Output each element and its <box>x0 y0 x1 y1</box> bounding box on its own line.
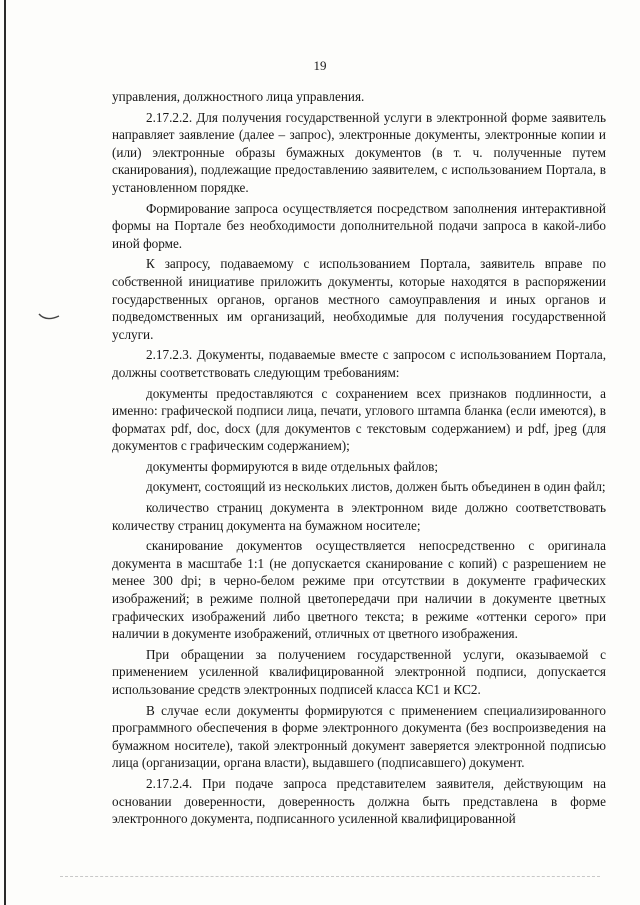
paragraph-separate-files: документы формируются в виде отдельных файлов; <box>146 458 439 474</box>
paragraph-request-forming: Формирование запроса осуществляется посредством заполнения интерактивной формы на Портале без необходимости дополнительной подачи запроса в какой-либо иной форме. <box>112 200 606 251</box>
paragraph-2-17-2-2: 2.17.2.2. Для получения государственной услуги в электронной форме заявитель направляет заявление (далее – запрос), электронные документы, электронные копии и (или) электронные образы бумажных документов (в т. ч. полученные путем сканирования), подлежащие предоставлению заявителем, с использованием Портала, в установленном порядке. <box>112 109 606 195</box>
paragraph-2-17-2-4: 2.17.2.4. При подаче запроса представителем заявителя, действующим на основании доверенности, доверенность должна быть представлена в форме электронного документа, подписанного усиленной квалифицированной <box>112 775 606 827</box>
margin-check-mark-icon <box>38 312 60 322</box>
paragraph-signature-class: При обращении за получением государственной услуги, оказываемой с применением усиленной квалифицированной электронной подписи, допускается использование средств электронных подписей класса КС1 и КС2. <box>112 646 606 697</box>
paragraph-special-software: В случае если документы формируются с применением специализированного программного обеспечения в форме электронного документа (без воспроизведения на бумажном носителе), такой электронный документ заверяется электронной подписью лица (организации, органа власти), выдавшего (подписавшего) документ. <box>112 702 606 771</box>
paragraph-2-17-2-3: 2.17.2.3. Документы, подаваемые вместе с запросом с использованием Портала, должны соответствовать следующим требованиям: <box>112 347 606 380</box>
page-number: 19 <box>313 58 327 73</box>
paragraph-scanning: сканирование документов осуществляется непосредственно с оригинала документа в масштабе 1:1 (не допускается сканирование с копий) с разрешением не менее 300 dpi; в черно-белом режиме при отсутствии в документе графических изображений; в режиме полной цветопередачи при наличии в документе цветных графических изображений либо цветного текста; в режиме «оттенки серого» при наличии в документе изображений, отличных от цветного изображения. <box>112 538 606 642</box>
paragraph-page-count: количество страниц документа в электронном виде должно соответствовать количеству страниц документа на бумажном носителе; <box>112 500 606 533</box>
scan-bottom-artifact <box>60 876 600 877</box>
paragraph-continuation: управления, должностного лица управления. <box>112 89 365 104</box>
paragraph-single-file: документ, состоящий из нескольких листов, должен быть объединен в один файл; <box>146 479 606 495</box>
paragraph-authenticity: документы предоставляются с сохранением всех признаков подлинности, а именно: графической подписи лица, печати, углового штампа бланка (если имеются), в форматах pdf, doc, docx (для документов с текстовым содержанием) и pdf, jpeg (для документов с графическим содержанием); <box>112 385 606 454</box>
document-body <box>112 88 606 831</box>
paragraph-attachments: К запросу, подаваемому с использованием Портала, заявитель вправе по собственной инициативе приложить документы, которые находятся в распоряжении государственных органов, органов местного самоуправления и иных органов и подведомственных им организаций, необходимые для получения государственной услуги. <box>112 256 606 342</box>
page-left-edge <box>4 0 6 905</box>
